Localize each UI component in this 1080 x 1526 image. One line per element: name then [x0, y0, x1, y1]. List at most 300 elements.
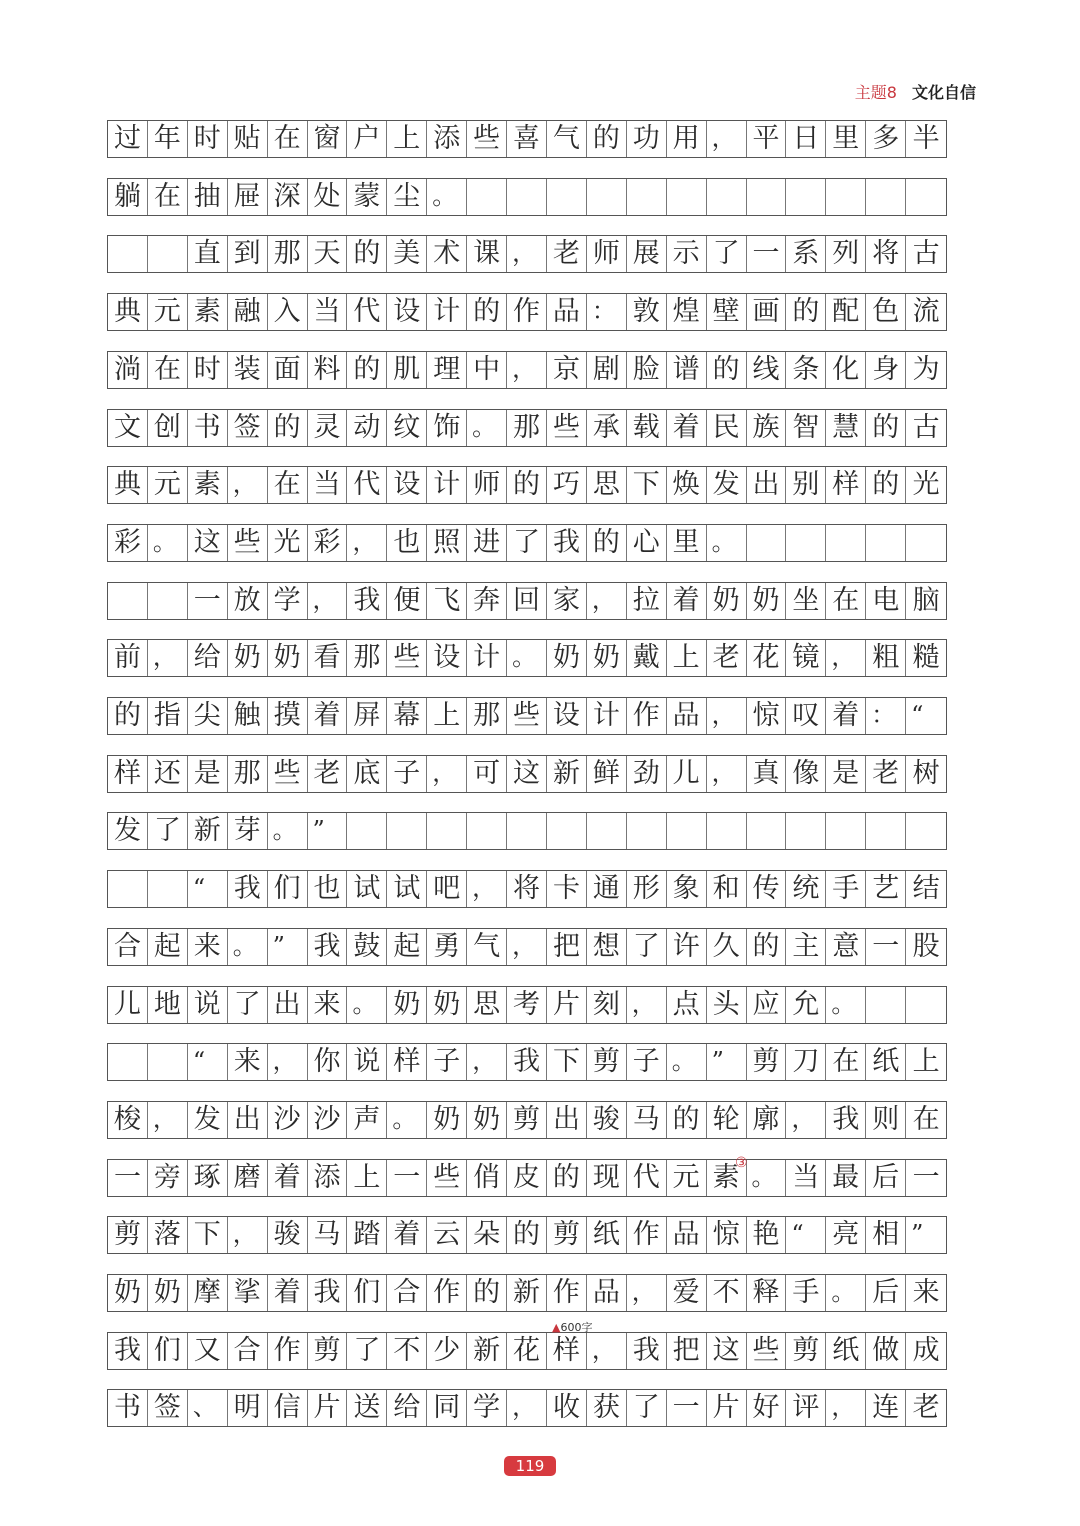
grid-cell: 在 — [148, 179, 188, 215]
grid-row — [107, 1332, 947, 1370]
grid-cell: 应 — [747, 987, 787, 1023]
grid-cell — [826, 179, 866, 215]
grid-cell: 脑 — [912, 584, 940, 616]
grid-cell: ， — [507, 236, 547, 272]
grid-cell: 触 — [228, 698, 268, 734]
page-number: 119 — [504, 1456, 556, 1476]
grid-cell: “ — [188, 1044, 228, 1080]
grid-cell: 试 — [387, 871, 427, 907]
grid-cell: 日 — [786, 121, 826, 157]
grid-cell: 真 — [747, 756, 787, 792]
grid-cell: 连 — [866, 1390, 906, 1426]
grid-cell — [148, 1044, 188, 1080]
grid-cell: 不 — [707, 1275, 747, 1311]
footnote-mark: ③ — [734, 1154, 748, 1171]
grid-row — [107, 178, 947, 216]
grid-cell: ， — [228, 1217, 268, 1253]
grid-cell: 。 — [507, 640, 547, 676]
grid-cell: 的 — [786, 294, 826, 330]
grid-cell: 最 — [826, 1160, 866, 1196]
grid-cell: 把 — [547, 929, 587, 965]
grid-cell: 样 — [387, 1044, 427, 1080]
grid-cell: 地 — [148, 987, 188, 1023]
grid-cell: 奶 — [547, 640, 587, 676]
grid-cell: 彩 — [108, 525, 148, 561]
grid-cell: 敦 — [627, 294, 667, 330]
grid-cell: 镜 — [786, 640, 826, 676]
grid-cell: 那 — [228, 756, 268, 792]
grid-cell: 。 — [148, 525, 188, 561]
grid-cell: 这 — [707, 1333, 747, 1369]
theme-label: 主题8 — [854, 83, 897, 102]
grid-cell: 流 — [912, 296, 940, 328]
grid-cell: 奶 — [387, 987, 427, 1023]
grid-cell: 老 — [707, 640, 747, 676]
grid-cell: 磨 — [228, 1160, 268, 1196]
grid-cell: 起 — [148, 929, 188, 965]
grid-cell — [906, 179, 946, 215]
grid-cell: 智 — [786, 410, 826, 446]
grid-cell — [667, 179, 707, 215]
grid-cell: 劲 — [627, 756, 667, 792]
grid-cell: 计 — [427, 294, 467, 330]
grid-cell: 剪 — [507, 1102, 547, 1138]
grid-cell: 巧 — [547, 467, 587, 503]
grid-cell: 设 — [387, 467, 427, 503]
grid-cell: 朵 — [467, 1217, 507, 1253]
grid-cell: 的 — [547, 1160, 587, 1196]
grid-cell: 的 — [707, 352, 747, 388]
grid-cell: 剪 — [547, 1217, 587, 1253]
grid-cell: 线 — [747, 352, 787, 388]
grid-cell: 奶 — [108, 1275, 148, 1311]
grid-cell: 新 — [467, 1333, 507, 1369]
grid-cell: 出 — [268, 987, 308, 1023]
grid-cell: 躺 — [108, 179, 148, 215]
grid-cell: 着 — [667, 410, 707, 446]
grid-cell: 些 — [467, 121, 507, 157]
grid-cell: 剪 — [786, 1333, 826, 1369]
grid-cell: 了 — [627, 1390, 667, 1426]
grid-cell: 作 — [268, 1333, 308, 1369]
grid-cell — [906, 987, 946, 1023]
grid-cell: 统 — [786, 871, 826, 907]
grid-cell: 的 — [268, 410, 308, 446]
grid-cell: 纸 — [587, 1217, 627, 1253]
grid-cell: 们 — [347, 1275, 387, 1311]
grid-cell: 鲜 — [587, 756, 627, 792]
grid-row — [107, 351, 947, 389]
grid-cell: 树 — [912, 757, 940, 789]
grid-cell: 云 — [427, 1217, 467, 1253]
grid-cell: 气 — [467, 929, 507, 965]
grid-cell: 脸 — [627, 352, 667, 388]
grid-cell: 下 — [547, 1044, 587, 1080]
grid-cell: 品 — [547, 294, 587, 330]
grid-cell: 贴 — [228, 121, 268, 157]
grid-cell: 。 — [347, 987, 387, 1023]
grid-cell: 通 — [587, 871, 627, 907]
grid-cell: ， — [826, 640, 866, 676]
grid-row — [107, 1389, 947, 1427]
grid-cell: 结 — [912, 873, 940, 905]
grid-cell — [826, 525, 866, 561]
grid-cell — [387, 813, 427, 849]
grid-cell: 将 — [866, 236, 906, 272]
grid-cell: 。 — [667, 1044, 707, 1080]
grid-cell: 纸 — [826, 1333, 866, 1369]
grid-cell: 粗 — [866, 640, 906, 676]
grid-cell: 落 — [148, 1217, 188, 1253]
grid-cell: 年 — [148, 121, 188, 157]
grid-row — [107, 812, 947, 850]
grid-cell: 窗 — [308, 121, 348, 157]
grid-cell: 我 — [228, 871, 268, 907]
grid-cell: 传 — [747, 871, 787, 907]
grid-cell: ， — [826, 1390, 866, 1426]
grid-cell: 的 — [587, 525, 627, 561]
grid-cell: 便 — [387, 583, 427, 619]
grid-cell: 释 — [747, 1275, 787, 1311]
grid-cell: 元 — [148, 294, 188, 330]
grid-cell: 好 — [747, 1390, 787, 1426]
grid-cell: 底 — [347, 756, 387, 792]
grid-cell: 则 — [866, 1102, 906, 1138]
grid-cell: 新 — [547, 756, 587, 792]
grid-cell: 光 — [912, 469, 940, 501]
grid-cell: 来 — [308, 987, 348, 1023]
grid-cell: 多 — [866, 121, 906, 157]
grid-cell: 儿 — [667, 756, 707, 792]
grid-cell — [707, 179, 747, 215]
grid-cell: 放 — [228, 583, 268, 619]
grid-cell: 头 — [707, 987, 747, 1023]
grid-cell: 的 — [866, 467, 906, 503]
grid-cell: 来 — [912, 1277, 940, 1308]
grid-cell: 子 — [627, 1044, 667, 1080]
grid-cell: 代 — [347, 467, 387, 503]
grid-cell: 些 — [747, 1333, 787, 1369]
grid-cell: “ — [786, 1217, 826, 1253]
grid-cell: 说 — [188, 987, 228, 1023]
grid-row — [107, 986, 947, 1024]
grid-cell: 品 — [587, 1275, 627, 1311]
grid-cell: 挲 — [228, 1275, 268, 1311]
grid-cell: 剪 — [108, 1217, 148, 1253]
grid-cell: 直 — [188, 236, 228, 272]
grid-cell: 奶 — [228, 640, 268, 676]
grid-row — [107, 928, 947, 966]
grid-cell: ， — [786, 1102, 826, 1138]
grid-cell: 说 — [347, 1044, 387, 1080]
grid-cell: 出 — [228, 1102, 268, 1138]
grid-cell: 。 — [467, 410, 507, 446]
grid-cell: 在 — [268, 121, 308, 157]
grid-cell: 我 — [826, 1102, 866, 1138]
grid-cell: 信 — [268, 1390, 308, 1426]
grid-cell: 元 — [148, 467, 188, 503]
grid-cell: 们 — [268, 871, 308, 907]
grid-cell: 发 — [707, 467, 747, 503]
grid-cell: 上 — [347, 1160, 387, 1196]
grid-cell: 相 — [866, 1217, 906, 1253]
grid-cell: 糙 — [912, 642, 940, 674]
grid-cell: 新 — [507, 1275, 547, 1311]
grid-cell: 剪 — [587, 1044, 627, 1080]
grid-cell: 和 — [707, 871, 747, 907]
grid-cell: 吧 — [427, 871, 467, 907]
grid-cell: 踏 — [347, 1217, 387, 1253]
grid-cell: 奶 — [707, 583, 747, 619]
grid-cell: 手 — [786, 1275, 826, 1311]
grid-cell: 添 — [427, 121, 467, 157]
grid-cell: 焕 — [667, 467, 707, 503]
grid-cell: 壁 — [707, 294, 747, 330]
grid-cell: 代 — [627, 1160, 667, 1196]
grid-cell: 的 — [507, 1217, 547, 1253]
grid-cell: 家 — [547, 583, 587, 619]
grid-cell — [587, 813, 627, 849]
grid-cell: ” — [268, 929, 308, 965]
grid-cell: 奶 — [268, 640, 308, 676]
grid-cell: 文 — [108, 410, 148, 446]
grid-cell: 品 — [667, 698, 707, 734]
grid-cell: 素 ③ — [707, 1160, 747, 1196]
grid-cell: 合 — [108, 929, 148, 965]
grid-cell — [108, 1044, 148, 1080]
grid-cell: 进 — [467, 525, 507, 561]
grid-cell: 计 — [467, 640, 507, 676]
grid-cell: 新 — [188, 813, 228, 849]
grid-cell: 谱 — [667, 352, 707, 388]
grid-cell: 摸 — [268, 698, 308, 734]
grid-cell: 发 — [188, 1102, 228, 1138]
grid-cell: 惊 — [707, 1217, 747, 1253]
grid-row — [107, 870, 947, 908]
grid-cell: ” — [911, 1220, 924, 1249]
grid-cell: 着 — [308, 698, 348, 734]
grid-cell: 为 — [912, 353, 940, 385]
grid-cell: 半 — [912, 123, 940, 154]
grid-cell — [826, 813, 866, 849]
grid-cell — [747, 525, 787, 561]
grid-cell: 出 — [547, 1102, 587, 1138]
grid-cell — [667, 813, 707, 849]
grid-row — [107, 697, 947, 735]
grid-cell: 同 — [427, 1390, 467, 1426]
grid-cell — [906, 525, 946, 561]
grid-cell: 一 — [912, 1161, 940, 1193]
grid-cell: ， — [148, 640, 188, 676]
grid-cell: 。 — [826, 1275, 866, 1311]
grid-cell: 我 — [308, 929, 348, 965]
grid-cell: 像 — [786, 756, 826, 792]
grid-cell — [786, 525, 826, 561]
grid-cell: 纸 — [866, 1044, 906, 1080]
grid-cell: 。 — [826, 987, 866, 1023]
grid-cell: 上 — [387, 121, 427, 157]
grid-cell: 回 — [507, 583, 547, 619]
grid-cell: 着 — [268, 1275, 308, 1311]
grid-cell: 喜 — [507, 121, 547, 157]
grid-cell: 奶 — [148, 1275, 188, 1311]
grid-cell: 时 — [188, 121, 228, 157]
grid-cell: ， — [507, 352, 547, 388]
grid-cell: ， — [228, 467, 268, 503]
grid-cell: 送 — [347, 1390, 387, 1426]
grid-cell: 少 — [427, 1333, 467, 1369]
grid-cell: 的 — [467, 294, 507, 330]
grid-cell: 美 — [387, 236, 427, 272]
grid-cell: 的 — [347, 352, 387, 388]
grid-cell: 。 — [747, 1160, 787, 1196]
grid-cell — [547, 179, 587, 215]
grid-row — [107, 293, 947, 331]
grid-cell: 惊 — [747, 698, 787, 734]
grid-cell — [108, 583, 148, 619]
grid-cell: 展 — [627, 236, 667, 272]
grid-cell — [707, 813, 747, 849]
grid-cell: 过 — [108, 121, 148, 157]
grid-cell: 坐 — [786, 583, 826, 619]
grid-cell — [627, 813, 667, 849]
grid-cell: 作 — [427, 1275, 467, 1311]
grid-cell: 的 — [667, 1102, 707, 1138]
grid-cell: 创 — [148, 410, 188, 446]
grid-cell: 起 — [387, 929, 427, 965]
grid-cell: 思 — [467, 987, 507, 1023]
grid-cell: 评 — [786, 1390, 826, 1426]
grid-row — [107, 120, 947, 158]
grid-cell: 马 — [627, 1102, 667, 1138]
grid-cell: ， — [148, 1102, 188, 1138]
grid-cell: 料 — [308, 352, 348, 388]
grid-cell: 合 — [387, 1275, 427, 1311]
grid-row — [107, 1154, 947, 1197]
grid-cell: 签 — [228, 410, 268, 446]
grid-cell: 计 — [587, 698, 627, 734]
grid-cell: 儿 — [108, 987, 148, 1023]
grid-cell: 些 — [387, 640, 427, 676]
grid-cell — [587, 179, 627, 215]
grid-cell: 奶 — [747, 583, 787, 619]
grid-cell: ， — [427, 756, 467, 792]
grid-cell: 的 — [747, 929, 787, 965]
grid-cell: 还 — [148, 756, 188, 792]
grid-cell: 亮 — [826, 1217, 866, 1253]
grid-cell: 给 — [387, 1390, 427, 1426]
grid-cell: 古 — [912, 238, 940, 270]
grid-cell: 一 — [747, 236, 787, 272]
grid-cell: 心 — [627, 525, 667, 561]
grid-cell: 允 — [786, 987, 826, 1023]
grid-cell: 廓 — [747, 1102, 787, 1138]
grid-cell: 我 — [507, 1044, 547, 1080]
grid-cell: 书 — [188, 410, 228, 446]
grid-cell: 奶 — [587, 640, 627, 676]
grid-cell — [148, 871, 188, 907]
grid-cell: 典 — [108, 467, 148, 503]
grid-cell: 这 — [507, 756, 547, 792]
grid-cell: 气 — [547, 121, 587, 157]
grid-cell: 了 — [228, 987, 268, 1023]
grid-cell: 术 — [427, 236, 467, 272]
grid-cell: 股 — [912, 930, 940, 962]
grid-cell: 花 — [747, 640, 787, 676]
grid-cell: 天 — [308, 236, 348, 272]
grid-cell: 点 — [667, 987, 707, 1023]
grid-cell: ： — [866, 698, 906, 734]
grid-cell: 琢 — [188, 1160, 228, 1196]
grid-cell: 看 — [308, 640, 348, 676]
grid-cell: 俏 — [467, 1160, 507, 1196]
grid-cell: 。 — [268, 813, 308, 849]
grid-cell: 的 — [467, 1275, 507, 1311]
grid-cell: 着 — [667, 583, 707, 619]
grid-cell: 片 — [308, 1390, 348, 1426]
grid-cell: 当 — [308, 467, 348, 503]
grid-cell: 肌 — [387, 352, 427, 388]
grid-cell: 我 — [627, 1333, 667, 1369]
grid-cell: 、 — [188, 1390, 228, 1426]
grid-cell: 典 — [108, 294, 148, 330]
grid-cell: 一 — [866, 929, 906, 965]
grid-cell: 摩 — [188, 1275, 228, 1311]
grid-cell: 一 — [387, 1160, 427, 1196]
grid-cell: 色 — [866, 294, 906, 330]
grid-cell — [148, 583, 188, 619]
grid-cell: 剧 — [587, 352, 627, 388]
grid-cell: 是 — [826, 756, 866, 792]
grid-cell: 了 — [148, 813, 188, 849]
grid-cell: 后 — [866, 1275, 906, 1311]
grid-cell: 获 — [587, 1390, 627, 1426]
grid-cell: 的 — [108, 698, 148, 734]
grid-cell: 一 — [108, 1160, 148, 1196]
grid-cell: 给 — [188, 640, 228, 676]
grid-cell: 。 — [427, 179, 467, 215]
grid-cell: 屏 — [347, 698, 387, 734]
grid-cell: 飞 — [427, 583, 467, 619]
grid-row — [107, 1101, 947, 1139]
grid-cell: 入 — [268, 294, 308, 330]
grid-cell: 慧 — [826, 410, 866, 446]
page-header — [855, 80, 976, 103]
grid-cell: 品 — [667, 1217, 707, 1253]
grid-cell: 。 — [228, 929, 268, 965]
grid-cell: 梭 — [108, 1102, 148, 1138]
grid-cell: 作 — [547, 1275, 587, 1311]
grid-cell: 用 — [667, 121, 707, 157]
grid-cell: 老 — [547, 236, 587, 272]
grid-cell: 上 — [427, 698, 467, 734]
grid-cell: ， — [347, 525, 387, 561]
grid-cell: 在 — [268, 467, 308, 503]
grid-cell: ” — [308, 813, 348, 849]
grid-cell: 画 — [747, 294, 787, 330]
grid-cell: 了 — [627, 929, 667, 965]
grid-cell: 轮 — [707, 1102, 747, 1138]
grid-cell — [507, 813, 547, 849]
grid-cell: 发 — [108, 813, 148, 849]
grid-cell: ， — [467, 1044, 507, 1080]
grid-cell: 尖 — [188, 698, 228, 734]
grid-cell: 煌 — [667, 294, 707, 330]
grid-cell: 主 — [786, 929, 826, 965]
grid-cell — [906, 813, 946, 849]
grid-cell: 你 — [308, 1044, 348, 1080]
grid-cell: “ — [911, 701, 924, 729]
